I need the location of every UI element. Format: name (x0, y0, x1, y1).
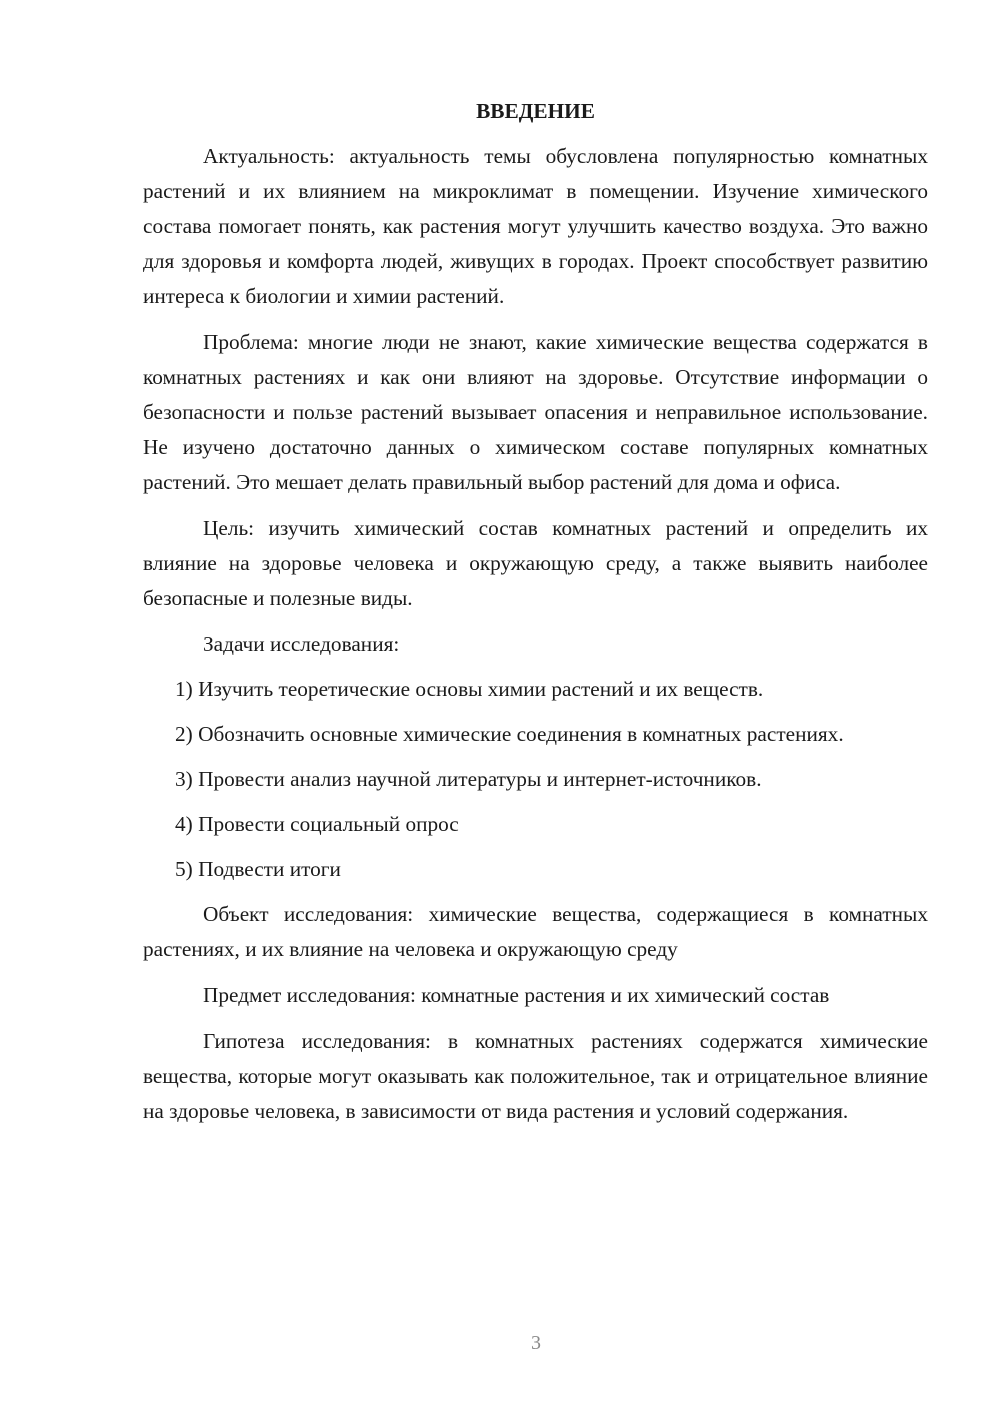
paragraph-hypothesis: Гипотеза исследования: в комнатных растениях содержатся химические вещества, которые могут оказывать как положительное, так и отрицательное влияние на здоровье человека, в зависимости от вида растения и условий содержания. (143, 1029, 928, 1123)
page-title: ВВЕДЕНИЕ (476, 99, 595, 123)
tasks-heading: Задачи исследования: (203, 632, 400, 656)
tasks-list (143, 672, 928, 887)
page-number: 3 (531, 1332, 541, 1354)
task-item-5: 5) Подвести итоги (175, 857, 341, 881)
paragraph-goal: Цель: изучить химический состав комнатных растений и определить их влияние на здоровье человека и окружающую среду, а также выявить наиболее безопасные и полезные виды. (143, 516, 928, 610)
page-content (143, 95, 928, 1140)
paragraph-relevance: Актуальность: актуальность темы обусловлена популярностью комнатных растений и их влиянием на микроклимат в помещении. Изучение химического состава помогает понять, как растения могут улучшить качество воздуха. Это важно для здоровья и комфорта людей, живущих в городах. Проект способствует развитию интереса к биологии и химии растений. (143, 144, 928, 308)
task-item-2: 2) Обозначить основные химические соединения в комнатных растениях. (175, 722, 844, 746)
paragraph-problem: Проблема: многие люди не знают, какие химические вещества содержатся в комнатных растениях и как они влияют на здоровье. Отсутствие информации о безопасности и пользе растений вызывает опасения и неправильное использование. Не изучено достаточно данных о химическом составе популярных комнатных растений. Это мешает делать правильный выбор растений для дома и офиса. (143, 330, 928, 494)
task-item-3: 3) Провести анализ научной литературы и интернет-источников. (175, 767, 762, 791)
task-item-1: 1) Изучить теоретические основы химии растений и их веществ. (175, 677, 764, 701)
paragraph-subject: Предмет исследования: комнатные растения и их химический состав (203, 983, 830, 1007)
paragraph-object: Объект исследования: химические вещества, содержащиеся в комнатных растениях, и их влияние на человека и окружающую среду (143, 902, 928, 961)
task-item-4: 4) Провести социальный опрос (175, 812, 459, 836)
